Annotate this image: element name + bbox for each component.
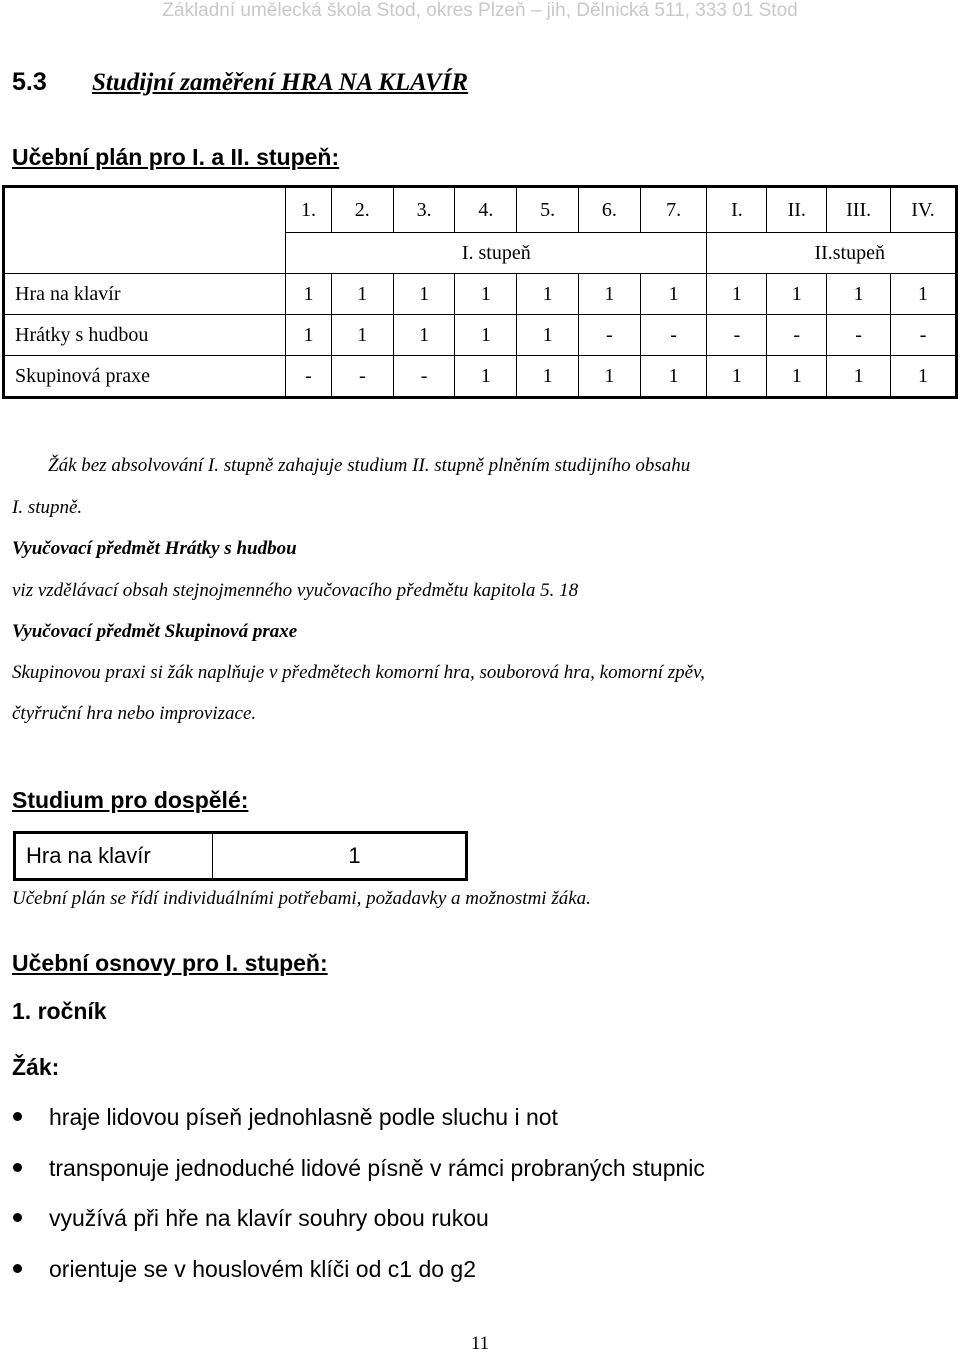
table-cell: -: [707, 315, 767, 356]
table-cell: -: [891, 315, 957, 356]
column-header: 6.: [578, 187, 640, 233]
student-label: Žák:: [12, 1054, 60, 1080]
column-header: IV.: [891, 187, 957, 233]
table-cell: 1: [286, 274, 332, 315]
table-header-row: [4, 187, 957, 233]
row-label: Hrátky s hudbou: [4, 315, 286, 356]
table-cell: 1: [707, 356, 767, 398]
column-header: 4.: [455, 187, 517, 233]
table-cell: 1: [286, 315, 332, 356]
table-cell: -: [767, 315, 827, 356]
table-cell: -: [286, 356, 332, 398]
table-cell: -: [331, 356, 393, 398]
table-cell: 1: [767, 356, 827, 398]
table-cell: 1: [393, 274, 455, 315]
table-cell: 1: [517, 274, 579, 315]
table-cell: 1: [331, 274, 393, 315]
table-cell: -: [578, 315, 640, 356]
list-item: orientuje se v houslovém klíči od c1 do g2: [0, 1244, 705, 1295]
table-cell: -: [827, 315, 891, 356]
plan-heading: Učební plán pro I. a II. stupeň:: [12, 144, 340, 170]
stage1-label: I. stupeň: [286, 233, 707, 274]
list-item: využívá při hře na klavír souhry obou rukou: [0, 1193, 705, 1244]
subject2-title: Vyučovací předmět Skupinová praxe: [12, 621, 298, 642]
note-line-2: I. stupně.: [12, 497, 83, 518]
row-label: Hra na klavír: [15, 833, 213, 880]
header-corner-cell: [4, 187, 286, 274]
subject2-text-line2: čtyřruční hra nebo improvizace.: [12, 703, 257, 724]
list-item: hraje lidovou píseň jednohlasně podle sluchu i not: [0, 1092, 705, 1143]
table-cell: 1: [578, 356, 640, 398]
section-name: Studijní zaměření HRA NA KLAVÍR: [92, 69, 469, 96]
table-cell: 1: [578, 274, 640, 315]
table-cell: -: [393, 356, 455, 398]
table-cell: 1: [517, 315, 579, 356]
table-cell: 1: [891, 274, 957, 315]
stage2-label: II.stupeň: [707, 233, 957, 274]
study-plan-table: [2, 185, 958, 399]
table-cell: 1: [455, 315, 517, 356]
table-cell: 1: [640, 274, 707, 315]
column-header: III.: [827, 187, 891, 233]
table-cell: 1: [640, 356, 707, 398]
column-header: II.: [767, 187, 827, 233]
subject1-title: Vyučovací předmět Hrátky s hudbou: [12, 538, 297, 559]
table-cell: 1: [393, 315, 455, 356]
grade-heading: 1. ročník: [12, 998, 107, 1024]
page-header: Základní umělecká škola Stod, okres Plzeň – jih, Dělnická 511, 333 01 Stod: [162, 0, 798, 21]
column-header: 3.: [393, 187, 455, 233]
list-item: transponuje jednoduché lidové písně v rámci probraných stupnic: [0, 1143, 705, 1194]
note-line-1: Žák bez absolvování I. stupně zahajuje studium II. stupně plněním studijního obsahu: [48, 455, 691, 476]
section-number: 5.3: [12, 68, 47, 96]
table-cell: 1: [455, 356, 517, 398]
table-row: [4, 274, 957, 315]
table-cell: 1: [827, 356, 891, 398]
page-number: 11: [470, 1333, 490, 1354]
table-cell: 1: [213, 833, 467, 880]
syllabus-list: [0, 1092, 705, 1294]
adult-plan-table: [13, 831, 468, 881]
adult-heading: Studium pro dospělé:: [12, 787, 249, 813]
table-row: [15, 833, 467, 880]
subject2-text-line1: Skupinovou praxi si žák naplňuje v předmětech komorní hra, souborová hra, komorní zpěv,: [12, 662, 705, 683]
section-title: [12, 68, 468, 97]
row-label: Skupinová praxe: [4, 356, 286, 398]
column-header: 5.: [517, 187, 579, 233]
table-cell: 1: [827, 274, 891, 315]
column-header: 1.: [286, 187, 332, 233]
table-cell: 1: [517, 356, 579, 398]
column-header: 2.: [331, 187, 393, 233]
table-cell: -: [640, 315, 707, 356]
table-row: [4, 315, 957, 356]
adult-note: Učební plán se řídí individuálními potřebami, požadavky a možnostmi žáka.: [12, 888, 591, 909]
table-cell: 1: [455, 274, 517, 315]
table-cell: 1: [891, 356, 957, 398]
subject1-text: viz vzdělávací obsah stejnojmenného vyučovacího předmětu kapitola 5. 18: [12, 580, 579, 601]
table-cell: 1: [331, 315, 393, 356]
table-cell: 1: [707, 274, 767, 315]
table-cell: 1: [767, 274, 827, 315]
row-label: Hra na klavír: [4, 274, 286, 315]
syllabus-heading: Učební osnovy pro I. stupeň:: [12, 950, 328, 976]
table-row: [4, 356, 957, 398]
column-header: 7.: [640, 187, 707, 233]
column-header: I.: [707, 187, 767, 233]
